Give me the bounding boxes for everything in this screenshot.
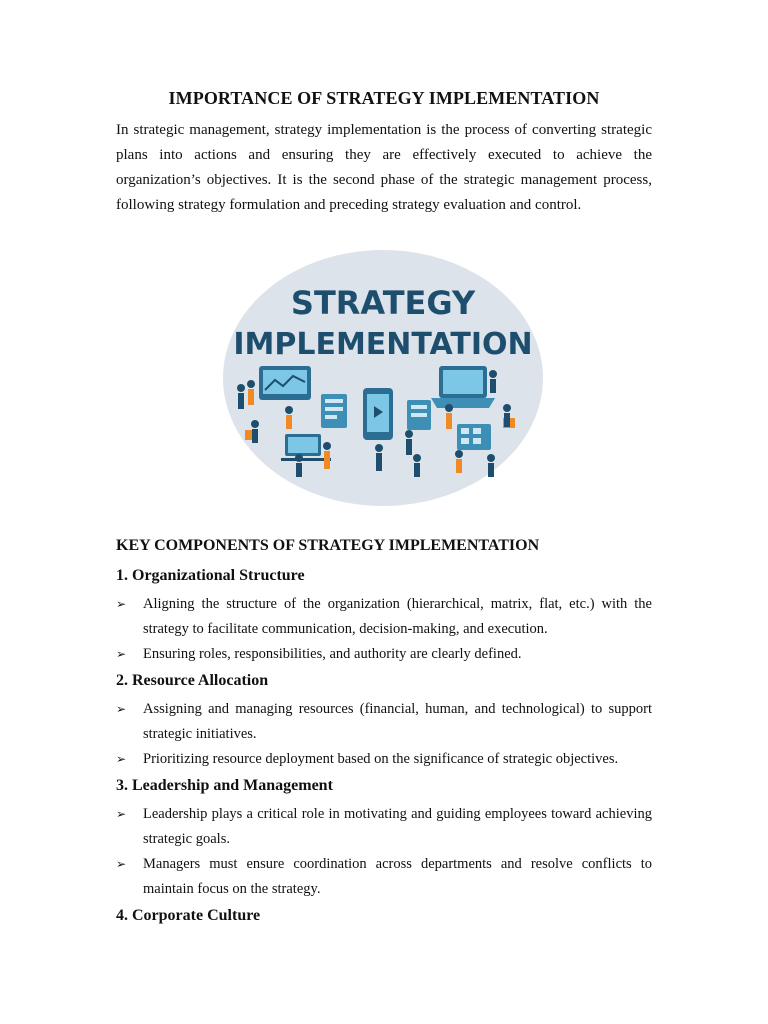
bullet-arrow-icon: ➢ — [116, 647, 127, 661]
bullet-text: Managers must ensure coordination across departments and resolve conflicts to maintain focus on the strategy. — [143, 856, 652, 897]
bullet-arrow-icon: ➢ — [116, 857, 127, 871]
bullet-item — [116, 852, 652, 902]
board-icon — [457, 424, 491, 450]
strategy-implementation-illustration — [221, 248, 545, 508]
section-heading: 1. Organizational Structure — [116, 567, 305, 584]
bullet-item — [116, 592, 652, 642]
bullet-text: Leadership plays a critical role in motivating and guiding employees toward achieving strategic goals. — [143, 806, 652, 847]
bullet-arrow-icon: ➢ — [116, 597, 127, 611]
bullet-text: Aligning the structure of the organization (hierarchical, matrix, flat, etc.) with the strategy to facilitate communication, decision-making, and execution. — [143, 596, 652, 637]
bullet-arrow-icon: ➢ — [116, 752, 127, 766]
bullet-item — [116, 642, 652, 667]
bullet-arrow-icon: ➢ — [116, 702, 127, 716]
laptop-icon — [431, 366, 495, 408]
intro-paragraph: In strategic management, strategy implementation is the process of converting strategic plans into actions and ensuring they are effectively executed to achieve the organization’s objectives. It is the second phase of the strategic management process, following strategy formulation and preceding strategy evaluation and control. — [116, 122, 652, 213]
bullet-text: Ensuring roles, responsibilities, and authority are clearly defined. — [143, 646, 522, 662]
bullet-item — [116, 697, 652, 747]
bullet-item — [116, 747, 652, 772]
bullet-text: Assigning and managing resources (financial, human, and technological) to support strategic initiatives. — [143, 701, 652, 742]
illustration-graphic — [221, 248, 545, 508]
bullet-item — [116, 802, 652, 852]
bullet-arrow-icon: ➢ — [116, 807, 127, 821]
section-heading: 3. Leadership and Management — [116, 777, 333, 794]
illustration-heading-line1: STRATEGY — [290, 284, 476, 322]
illustration-heading-line2: IMPLEMENTATION — [233, 327, 533, 362]
section-heading: 4. Corporate Culture — [116, 907, 261, 924]
page-title: IMPORTANCE OF STRATEGY IMPLEMENTATION — [168, 88, 600, 108]
tablet-icon — [363, 388, 393, 440]
key-components-heading: KEY COMPONENTS OF STRATEGY IMPLEMENTATION — [116, 537, 540, 554]
section-heading: 2. Resource Allocation — [116, 672, 269, 689]
monitor-icon — [259, 366, 311, 400]
bullet-text: Prioritizing resource deployment based on the significance of strategic objectives. — [143, 751, 619, 767]
